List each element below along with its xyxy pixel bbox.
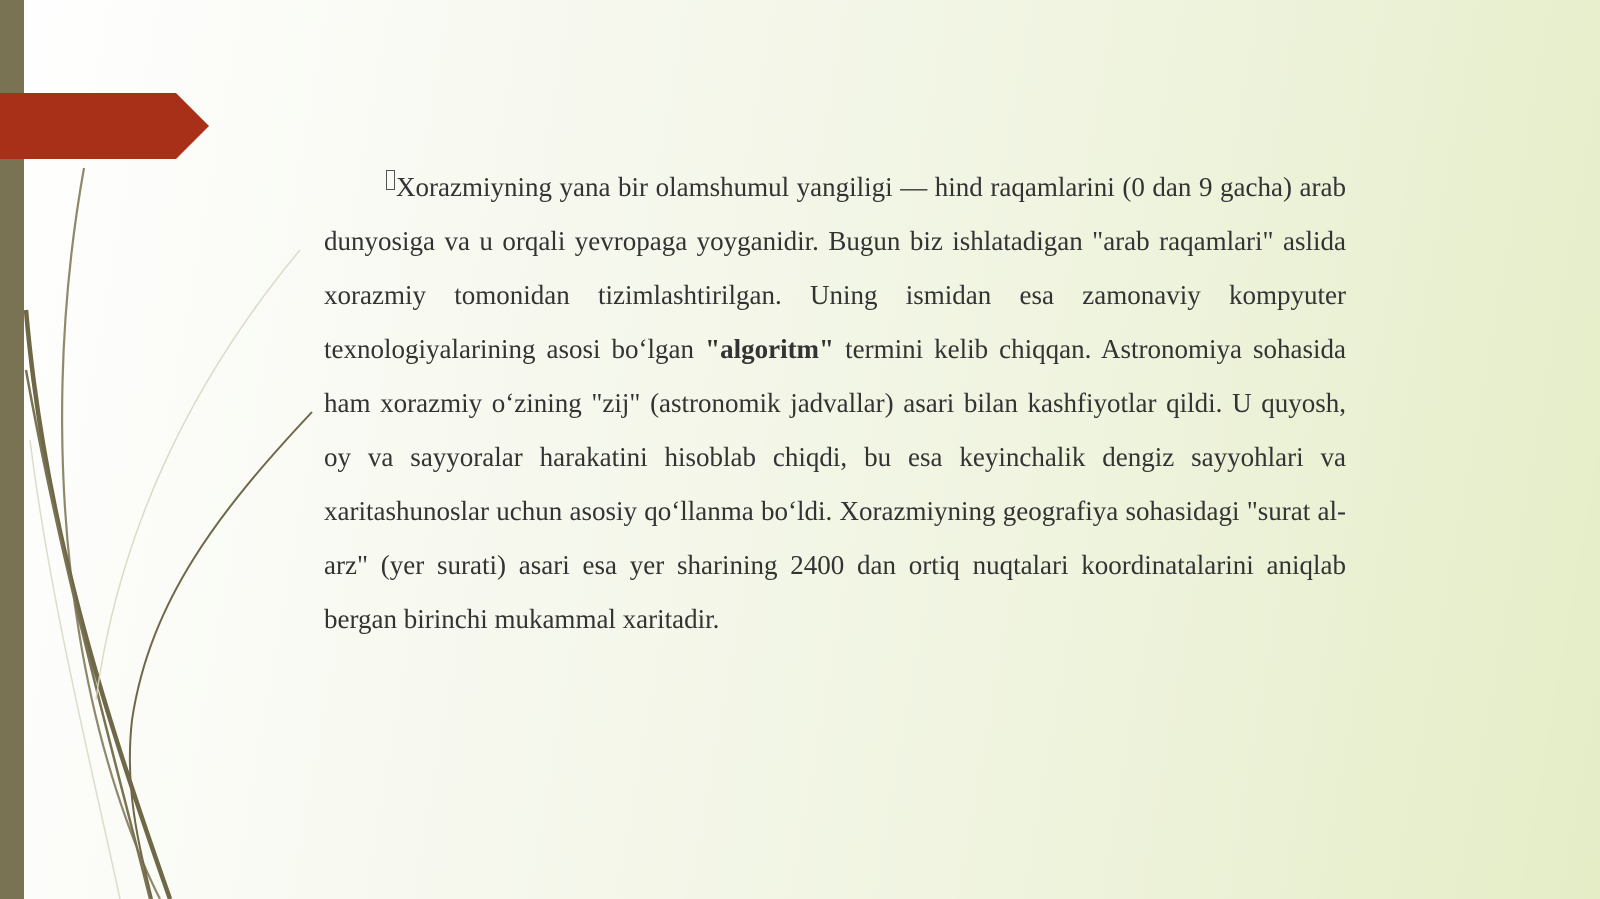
body-paragraph bbox=[324, 160, 1346, 646]
bullet-glyph-icon bbox=[386, 170, 395, 190]
paragraph-text-part2: termini kelib chiqqan. Astronomiya sohasida ham xorazmiy o‘zining "zij" (astronomik jadvallar) asari bilan kashfiyotlar qildi. U quyosh, oy va sayyoralar harakatini hisoblab chiqdi, bu esa keyinchalik dengiz sayyohlari va xaritashunoslar uchun asosiy qo‘llanma bo‘ldi. Xorazmiyning geografiya sohasidagi "surat al-arz" (yer surati) asari esa yer sharining 2400 dan ortiq nuqtalari koordinatalarini aniqlab bergan birinchi mukammal xaritadir. bbox=[324, 334, 1346, 634]
paragraph-emphasis: "algoritm" bbox=[705, 334, 835, 364]
paragraph-text-part1: Xorazmiyning yana bir olamshumul yangiligi — hind raqamlarini (0 dan 9 gacha) arab dunyosiga va u orqali yevropaga yoyganidir. Bugun biz ishlatadigan "arab raqamlari" aslida xorazmiy tomonidan tizimlashtirilgan. Uning ismidan esa zamonaviy kompyuter texnologiyalarining asosi bo‘lgan bbox=[324, 172, 1346, 364]
red-arrow-tab bbox=[0, 93, 209, 159]
